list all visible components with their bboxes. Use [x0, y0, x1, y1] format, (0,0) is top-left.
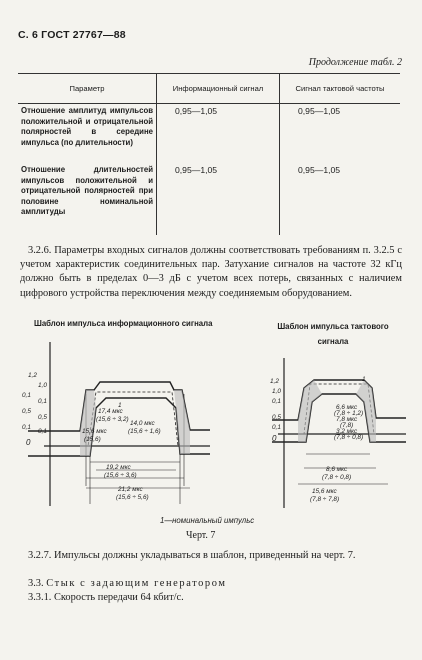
right-label-0-5: 0,5: [272, 414, 281, 421]
column-header-info-signal: Информационный сигнал: [157, 74, 280, 104]
left-label-0-1c: 0,1: [22, 424, 31, 431]
right-label-1-2: 1,2: [270, 378, 279, 385]
right-label-6-6-formula: (7,8 ÷ 1,2): [334, 410, 364, 417]
right-label-0-1: 0,1: [272, 398, 281, 405]
figure-caption-clock-signal: Шаблон импульса тактового сигнала: [277, 322, 389, 346]
info-value-cell: 0,95—1,05: [157, 164, 280, 235]
right-label-6-6: 6,6 мкс: [336, 404, 358, 411]
column-header-parameter: Параметр: [18, 74, 157, 104]
left-label-19-2: 19,2 мкс: [106, 464, 131, 471]
left-label-0-5: 0,5: [22, 408, 31, 415]
clock-value-cell: 0,95—1,05: [280, 104, 400, 165]
left-label-15-6: 15,6 мкс: [82, 428, 107, 435]
left-label-curve-1: 1: [118, 402, 122, 409]
left-label-17-4-formula: (15,6 ÷ 3,2): [96, 416, 129, 423]
left-label-0-5b: 0,5: [38, 414, 47, 421]
figure-note: 1—номинальный импульс: [160, 516, 255, 525]
left-label-1-0: 1,0: [38, 382, 47, 389]
page-header: С. 6 ГОСТ 27767—88: [18, 29, 126, 41]
left-label-17-4: 17,4 мкс: [98, 408, 123, 415]
right-label-curve-1: 1: [362, 376, 366, 383]
left-label-21-2-formula: (15,6 ÷ 5,6): [116, 494, 149, 501]
right-label-15-6-formula: (7,8 ÷ 7,8): [310, 496, 340, 503]
right-label-1-0: 1,0: [272, 388, 281, 395]
paragraph-3-2-7: 3.2.7. Импульсы должны укладываться в шаблон, приведенный на черт. 7.: [28, 550, 356, 561]
section-title: Стык с задающим генератором: [46, 578, 227, 589]
figure-caption-info-signal: Шаблон импульса информационного сигнала: [34, 319, 213, 328]
left-label-0-1: 0,1: [22, 392, 31, 399]
paragraph-3-2-6: 3.2.6. Параметры входных сигналов должны соответствовать требованиям п. 3.2.5 с учетом характеристик соединительных пар. Затухание сигналов на частоте 32 кГц должно быть в пределах 0—3 дБ с учетом всех потерь, связанных с наличием цифрового устройства переключения между соединяемым оборудованием.: [20, 245, 402, 299]
table-row: [18, 164, 400, 235]
clock-value-cell: 0,95—1,05: [280, 164, 400, 235]
right-label-0-1b: 0,1: [272, 424, 281, 431]
left-label-0-1b: 0,1: [38, 398, 47, 405]
figure-label: Черт. 7: [186, 530, 216, 541]
paragraph-3-3-1: 3.3.1. Скорость передачи 64 кбит/с.: [28, 592, 184, 603]
section-number: 3.3.: [28, 578, 44, 589]
right-label-3-2-formula: (7,8 ÷ 0,8): [334, 434, 364, 441]
param-cell: Отношение амплитуд импульсов положительной и отрицательной полярностей в середине импульса (по длительности): [21, 106, 153, 147]
left-label-19-2-formula: (15,6 ÷ 3,6): [104, 472, 137, 479]
right-label-15-6: 15,6 мкс: [312, 488, 337, 495]
right-label-7-8: 7,8 мкс: [336, 416, 358, 423]
left-label-14-0-formula: (15,6 ÷ 1,6): [128, 428, 161, 435]
parameters-table: [18, 73, 400, 235]
paragraph-3-3: [28, 577, 400, 591]
left-label-0-1d: 0,1: [38, 428, 47, 435]
right-label-8-6-formula: (7,8 ÷ 0,8): [322, 474, 352, 481]
left-label-0: 0: [26, 438, 31, 447]
info-value-cell: 0,95—1,05: [157, 104, 280, 165]
left-label-1-2: 1,2: [28, 372, 37, 379]
left-label-14-0: 14,0 мкс: [130, 420, 155, 427]
column-header-clock-signal: Сигнал тактовой частоты: [280, 74, 400, 104]
param-cell: Отношение длительностей импульсов положительной и отрицательной полярностей при половине номинальной амплитуды: [21, 165, 153, 217]
right-label-8-6: 8,6 мкс: [326, 466, 348, 473]
right-label-0: 0: [272, 434, 277, 443]
table-header-row: [18, 74, 400, 104]
table-row: [18, 104, 400, 165]
left-label-15-6-formula: (15,6): [84, 436, 101, 443]
right-label-3-2: 3,2 мкс: [336, 428, 358, 435]
right-label-7-8-formula: (7,8): [340, 422, 354, 429]
table-continuation: Продолжение табл. 2: [308, 57, 402, 68]
left-label-21-2: 21,2 мкс: [118, 486, 143, 493]
